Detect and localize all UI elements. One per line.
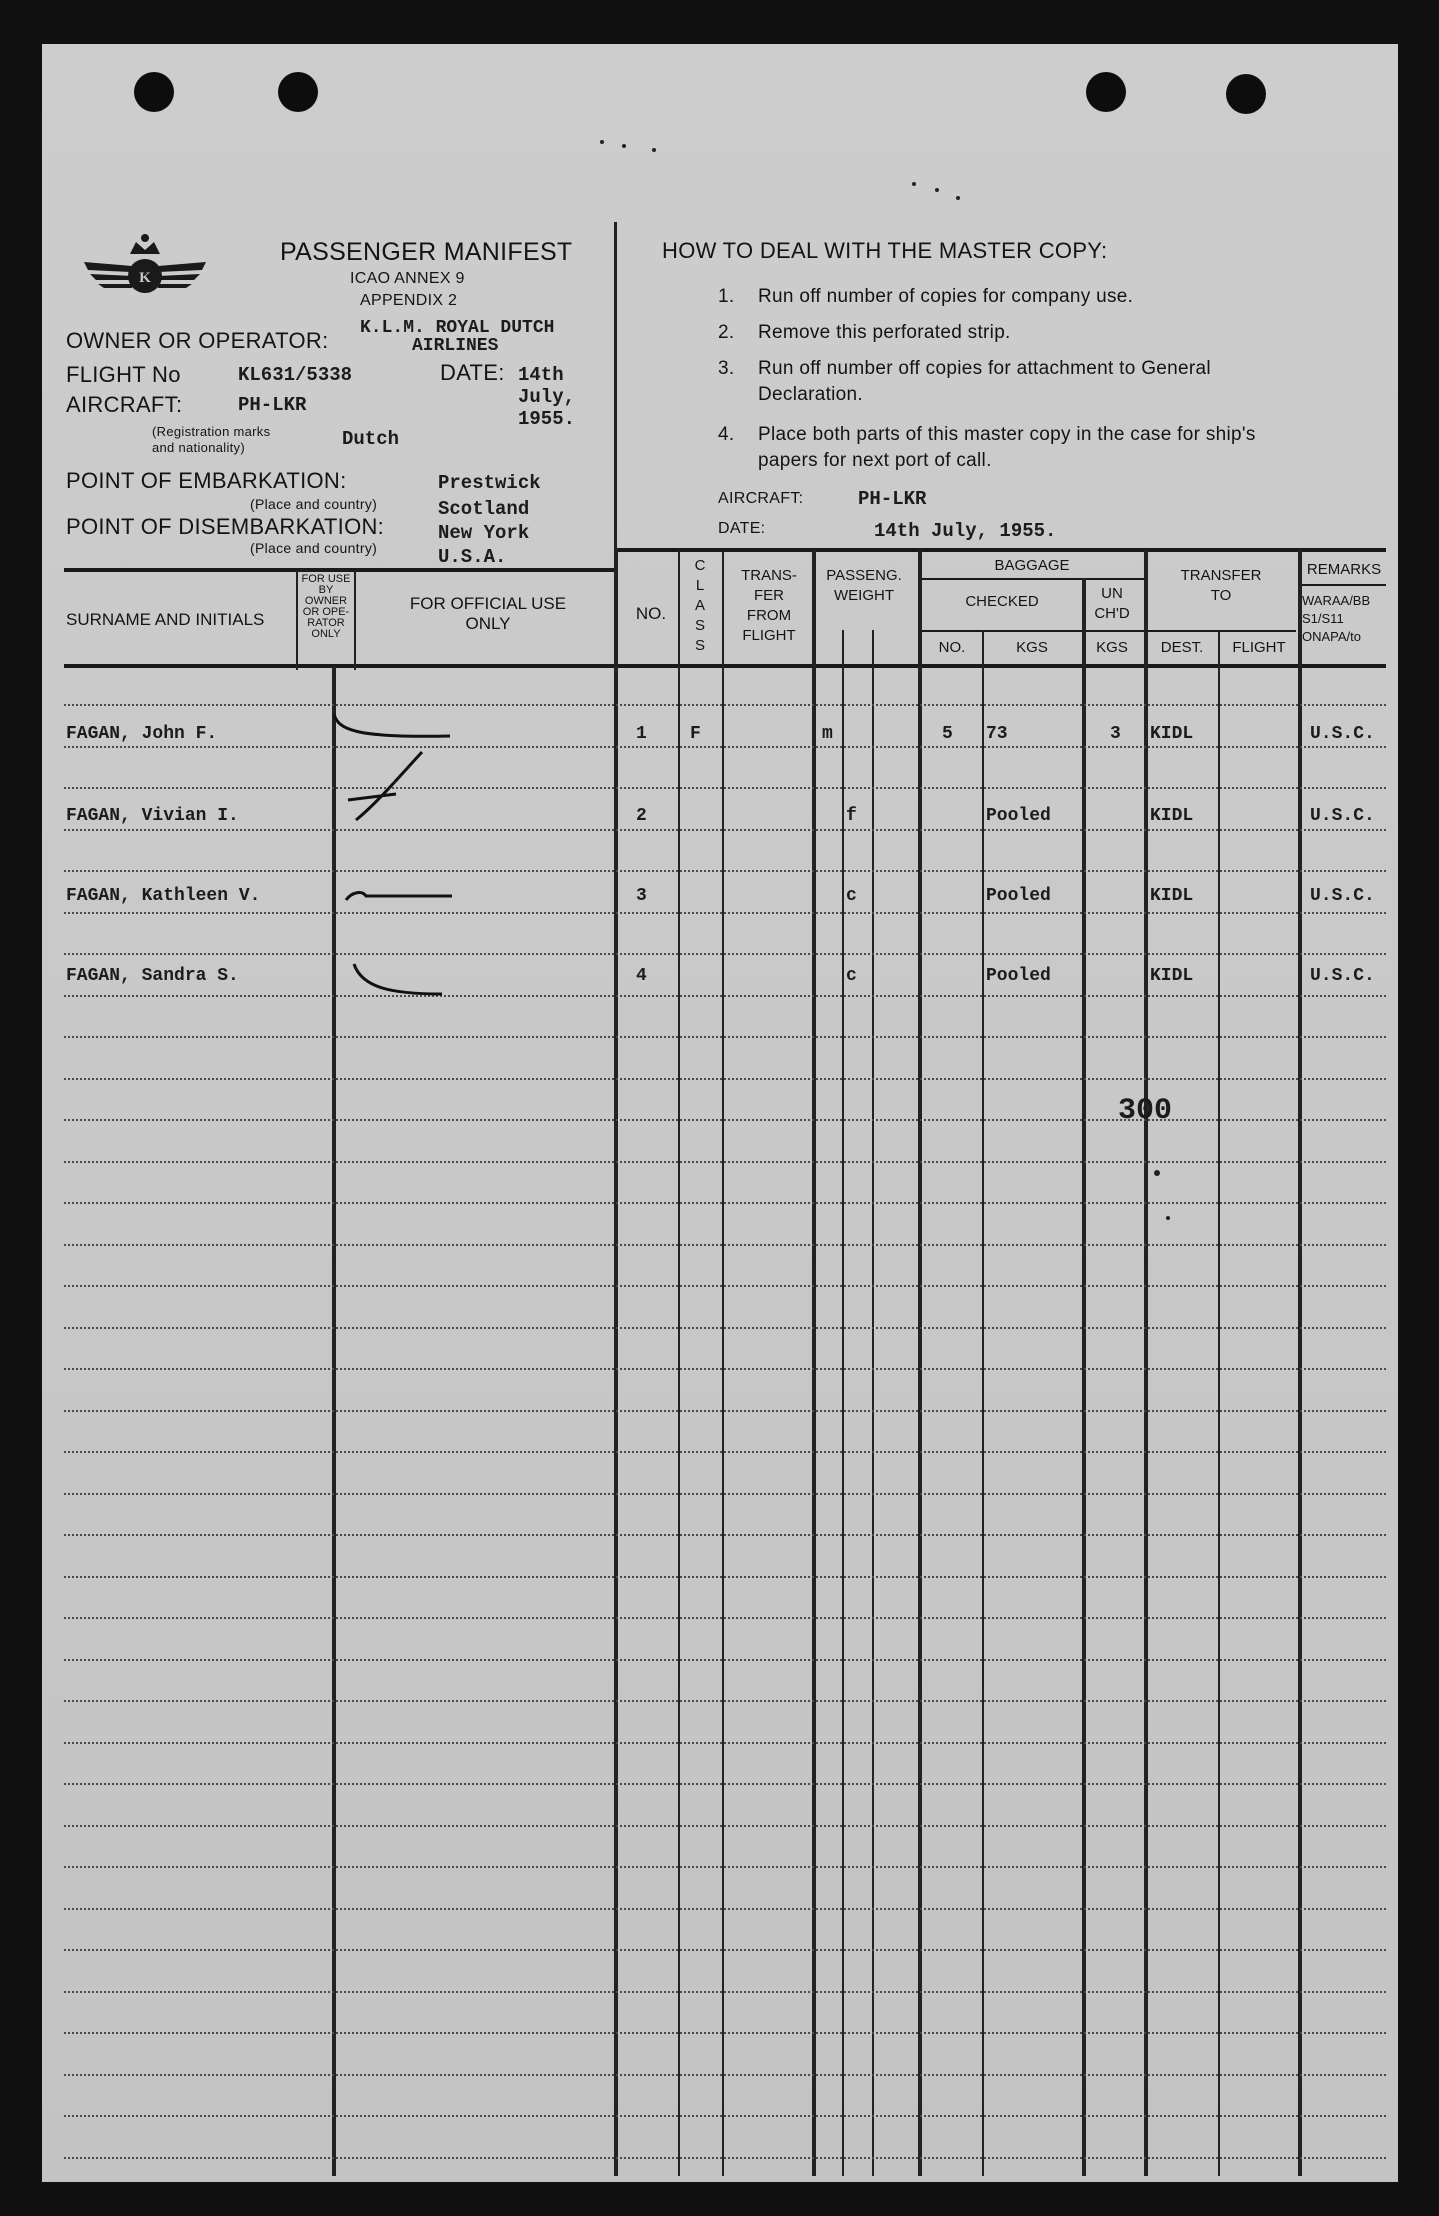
row-line: [64, 995, 1386, 997]
date-value: 1955.: [518, 408, 576, 430]
col-passeng-weight: PASSENG. WEIGHT: [826, 567, 902, 604]
perforation-dot: [622, 144, 626, 148]
date-label: DATE:: [440, 360, 505, 385]
col-official: FOR OFFICIAL USE ONLY: [409, 594, 567, 633]
row-line: [64, 704, 1386, 706]
row-line: [64, 1700, 1386, 1702]
baggage-separator: [922, 578, 1144, 580]
instruction-number: 2.: [718, 322, 735, 343]
row-line: [64, 953, 1386, 955]
instruction-text: Run off number off copies for attachment to General: [758, 358, 1211, 379]
col-unchd: UN CH'D: [1094, 585, 1130, 622]
perforation-dot: [912, 182, 916, 186]
passenger-name: FAGAN, Kathleen V.: [66, 886, 261, 906]
row-line: [64, 1866, 1386, 1868]
row-line: [64, 1119, 1386, 1121]
table-header-bottom: [64, 664, 1386, 668]
perforation-dot: [956, 196, 960, 200]
check-mark-icon: [326, 708, 466, 838]
row-line: [64, 1908, 1386, 1910]
row-line: [64, 829, 1386, 831]
transfer-destination: KIDL: [1150, 724, 1194, 744]
col-divider: [614, 548, 618, 2176]
perforation-dot: [652, 148, 656, 152]
transfer-destination: KIDL: [1150, 886, 1194, 906]
row-line: [64, 1327, 1386, 1329]
transfer-destination: KIDL: [1150, 966, 1194, 986]
ink-dot: [1166, 1216, 1170, 1220]
embark-note: (Place and country): [250, 496, 378, 512]
passenger-number: 4: [636, 966, 647, 986]
flight-label: FLIGHT No: [66, 362, 181, 387]
owner-value: AIRLINES: [412, 336, 499, 356]
disembark-note: (Place and country): [250, 540, 378, 556]
perforation-dot: [935, 188, 939, 192]
ink-dot: [1154, 1170, 1160, 1176]
instructions-title: HOW TO DEAL WITH THE MASTER COPY:: [662, 238, 1108, 263]
instruction-number: 1.: [718, 286, 735, 307]
table-top-border-left: [64, 568, 616, 572]
bag-kgs: Pooled: [986, 806, 1051, 826]
row-line: [64, 1742, 1386, 1744]
row-line: [64, 1368, 1386, 1370]
instr-date-value: 14th July, 1955.: [874, 520, 1057, 542]
table-top-border-right: [616, 548, 1386, 552]
punch-hole: [134, 72, 174, 112]
nationality-value: Dutch: [342, 428, 400, 450]
col-flight: FLIGHT: [1232, 639, 1286, 656]
col-remarks: REMARKS: [1306, 561, 1382, 578]
col-divider: [872, 630, 874, 2176]
row-line: [64, 1078, 1386, 1080]
unchecked-kgs: 3: [1110, 724, 1121, 744]
manifest-title: PASSENGER MANIFEST: [280, 238, 573, 266]
row-line: [64, 1244, 1386, 1246]
check-mark-icon: [342, 884, 462, 1014]
checked-separator: [922, 630, 1296, 632]
embark-label: POINT OF EMBARKATION:: [66, 468, 347, 493]
col-divider: [678, 550, 680, 2176]
row-line: [64, 2115, 1386, 2117]
col-divider: [918, 550, 922, 2176]
bag-kgs: 73: [986, 724, 1008, 744]
col-divider: [812, 550, 816, 2176]
owner-value: K.L.M. ROYAL DUTCH: [360, 318, 555, 338]
col-no: NO.: [635, 604, 667, 623]
manifest-sheet: [42, 44, 1398, 2182]
col-unchd-kgs: KGS: [1096, 639, 1128, 656]
owner-label: OWNER OR OPERATOR:: [66, 328, 329, 353]
passenger-number: 1: [636, 724, 647, 744]
row-line: [64, 2032, 1386, 2034]
instruction-item: [718, 286, 1133, 308]
col-checked: CHECKED: [965, 593, 1039, 610]
remarks-value: U.S.C.: [1310, 806, 1375, 826]
handwritten-annotation: 300: [1118, 1094, 1173, 1128]
row-line: [64, 912, 1386, 914]
remarks-separator: [1300, 584, 1386, 586]
row-line: [64, 1161, 1386, 1163]
row-line: [64, 1451, 1386, 1453]
row-line: [64, 787, 1386, 789]
instr-aircraft-value: PH-LKR: [858, 488, 927, 510]
passenger-weight-code: f: [846, 806, 857, 826]
col-baggage: BAGGAGE: [994, 557, 1070, 574]
col-surname: SURNAME AND INITIALS: [66, 610, 265, 629]
col-bag-no: NO.: [938, 639, 966, 656]
row-line: [64, 1949, 1386, 1951]
col-divider: [1082, 578, 1086, 2176]
col-divider: [982, 630, 984, 2176]
col-transfer-from: TRANS- FER FROM FLIGHT: [741, 567, 797, 644]
instruction-text-cont: papers for next port of call.: [758, 450, 992, 471]
row-line: [64, 1825, 1386, 1827]
col-remarks-sub: WARAA/BB S1/S11 ONAPA/to: [1302, 593, 1371, 644]
instruction-number: 3.: [718, 358, 735, 379]
disembark-value: New York: [438, 522, 530, 544]
passenger-number: 3: [636, 886, 647, 906]
instruction-text: Place both parts of this master copy in the case for ship's: [758, 424, 1256, 445]
flight-value: KL631/5338: [238, 364, 353, 386]
instruction-item: [718, 424, 1256, 446]
instruction-item: [718, 322, 1011, 344]
row-line: [64, 1493, 1386, 1495]
transfer-destination: KIDL: [1150, 806, 1194, 826]
instr-aircraft-label: AIRCRAFT:: [718, 490, 804, 507]
disembark-value: U.S.A.: [438, 546, 507, 568]
row-line: [64, 1285, 1386, 1287]
punch-hole: [1226, 74, 1266, 114]
row-line: [64, 2074, 1386, 2076]
row-line: [64, 1991, 1386, 1993]
col-bag-kgs: KGS: [1016, 639, 1048, 656]
embark-value: Scotland: [438, 498, 530, 520]
row-line: [64, 1576, 1386, 1578]
passenger-class: F: [690, 724, 701, 744]
date-value: July,: [518, 386, 576, 408]
punch-hole: [278, 72, 318, 112]
passenger-weight-code: c: [846, 966, 857, 986]
svg-text:K: K: [139, 270, 151, 286]
col-divider: [1144, 550, 1148, 2176]
remarks-value: U.S.C.: [1310, 966, 1375, 986]
col-divider: [354, 570, 356, 670]
row-line: [64, 870, 1386, 872]
instruction-number: 4.: [718, 424, 735, 445]
aircraft-label: AIRCRAFT:: [66, 392, 183, 417]
bag-count: 5: [942, 724, 953, 744]
instruction-text: Run off number of copies for company use.: [758, 286, 1134, 307]
passenger-name: FAGAN, John F.: [66, 724, 218, 744]
instruction-text-cont: Declaration.: [758, 384, 863, 405]
embark-value: Prestwick: [438, 472, 541, 494]
col-dest: DEST.: [1160, 639, 1204, 656]
disembark-label: POINT OF DISEMBARKATION:: [66, 514, 385, 539]
klm-crown-logo-icon: [80, 230, 210, 310]
row-line: [64, 1659, 1386, 1661]
bag-kgs: Pooled: [986, 966, 1051, 986]
punch-hole: [1086, 72, 1126, 112]
row-line: [64, 1036, 1386, 1038]
col-for-use: FOR USE BY OWNER OR OPE- RATOR ONLY: [301, 573, 351, 640]
perforation-dot: [600, 140, 604, 144]
annex-label: ICAO ANNEX 9: [350, 270, 465, 287]
row-line: [64, 2157, 1386, 2159]
col-divider: [1298, 550, 1302, 2176]
passenger-name: FAGAN, Sandra S.: [66, 966, 239, 986]
instruction-item: [718, 358, 1211, 380]
remarks-value: U.S.C.: [1310, 886, 1375, 906]
passenger-weight-code: m: [822, 724, 833, 744]
passenger-name: FAGAN, Vivian I.: [66, 806, 239, 826]
remarks-value: U.S.C.: [1310, 724, 1375, 744]
aircraft-value: PH-LKR: [238, 394, 307, 416]
bag-kgs: Pooled: [986, 886, 1051, 906]
row-line: [64, 1534, 1386, 1536]
registration-note: and nationality): [152, 440, 245, 455]
date-value: 14th: [518, 364, 564, 386]
passenger-number: 2: [636, 806, 647, 826]
col-divider: [842, 630, 844, 2176]
row-line: [64, 1783, 1386, 1785]
appendix-label: APPENDIX 2: [360, 292, 458, 309]
registration-note: (Registration marks: [152, 424, 271, 439]
col-divider: [722, 550, 724, 2176]
col-divider: [296, 570, 298, 670]
passenger-weight-code: c: [846, 886, 857, 906]
row-line: [64, 746, 1386, 748]
row-line: [64, 1617, 1386, 1619]
header-divider: [614, 222, 617, 562]
col-transfer-to: TRANSFER TO: [1180, 567, 1262, 604]
instruction-text: Remove this perforated strip.: [758, 322, 1011, 343]
row-line: [64, 1202, 1386, 1204]
col-class: C L A S S: [694, 557, 706, 654]
instr-date-label: DATE:: [718, 520, 766, 537]
col-divider: [1218, 630, 1220, 2176]
row-line: [64, 1410, 1386, 1412]
